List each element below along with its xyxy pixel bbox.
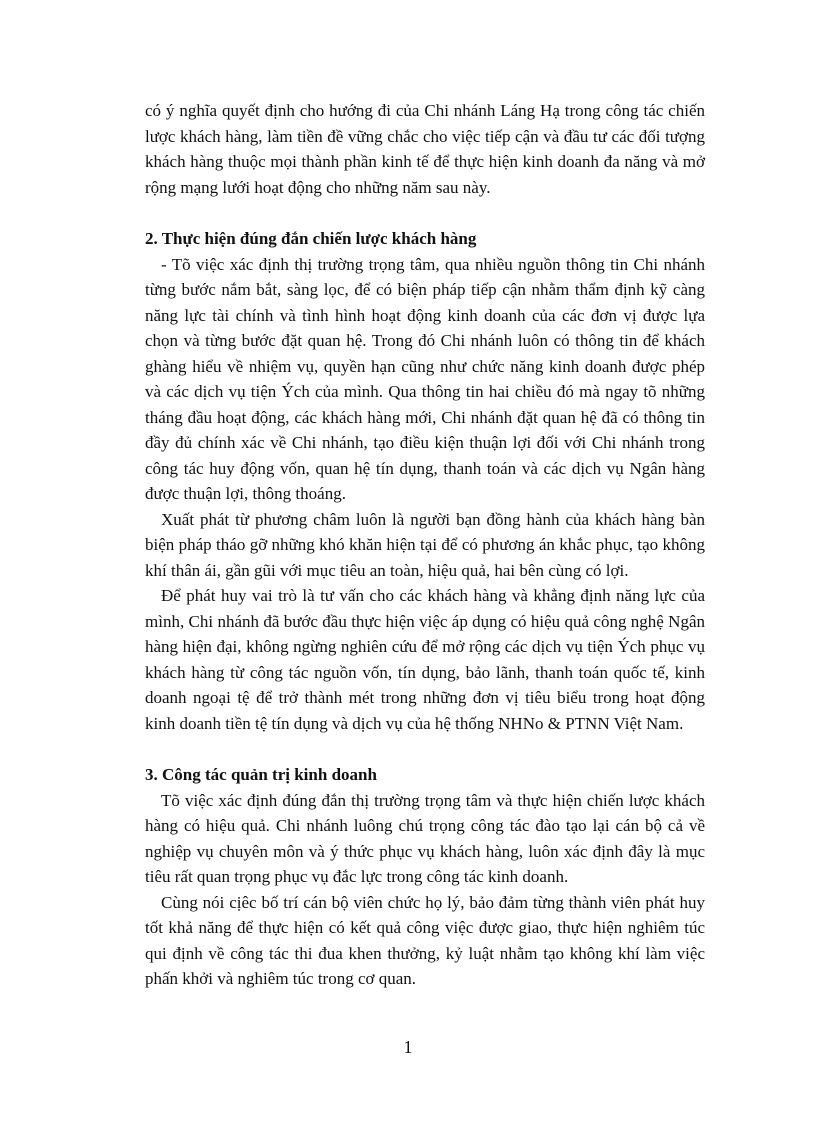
section-3-paragraph-2: Cùng nói cịêc bố trí cán bộ viên chức họ lý, bảo đảm từng thành viên phát huy tốt khả năng để thực hiện có kết quả công việc được giao, thực hiện nghiêm túc qui định về công tác thi đua khen thưởng, kỷ luật nhằm tạo không khí làm việc phấn khởi và nghiêm túc trong cơ quan. <box>145 892 705 988</box>
intro-paragraph: có ý nghĩa quyết định cho hướng đi của Chi nhánh Láng Hạ trong công tác chiến lược khách hàng, làm tiền đề vững chắc cho việc tiếp cận và đầu tư các đối tượng khách hàng thuộc mọi thành phần kinh tế để thực hiện kinh doanh đa năng và mở rộng mạng lưới hoạt động cho những năm sau này. <box>145 101 705 197</box>
section-2-heading: 2. Thực hiện đúng đắn chiến lược khách hàng <box>145 229 477 248</box>
section-3-paragraph-1: Tõ việc xác định đúng đắn thị trường trọng tâm và thực hiện chiến lược khách hàng có hiệu quả. Chi nhánh luông chú trọng công tác đào tạo lại cán bộ cả về nghiệp vụ chuyên môn và ý thức phục vụ khách hàng, luôn xác định đây là mục tiêu rất quan trọng phục vụ đắc lực trong công tác kinh doanh. <box>145 790 705 886</box>
section-2-paragraph-3: Để phát huy vai trò là tư vấn cho các khách hàng và khẳng định năng lực của mình, Chi nhánh đã bước đầu thực hiện việc áp dụng có hiệu quả công nghệ Ngân hàng hiện đại, không ngừng nghiên cứu để mở rộng các dịch vụ tiện Ých phục vụ khách hàng từ công tác nguồn vốn, tín dụng, bảo lãnh, thanh toán quốc tế, kinh doanh ngoại tệ để trở thành mét trong những đơn vị tiêu biểu trong hoạt động kinh doanh tiền tệ tín dụng và dịch vụ của hệ thống NHNo & PTNN Việt Nam. <box>145 586 705 733</box>
document-page <box>145 98 705 992</box>
section-2-paragraph-2: Xuất phát từ phương châm luôn là người bạn đồng hành của khách hàng bàn biện pháp tháo gỡ những khó khăn hiện tại để có phương án khắc phục, tạo không khí thân ái, gần gũi với mục tiêu an toàn, hiệu quả, hai bên cùng có lợi. <box>145 509 705 580</box>
section-2-paragraph-1: - Tõ việc xác định thị trường trọng tâm, qua nhiều nguồn thông tin Chi nhánh từng bước nắm bắt, sàng lọc, để có biện pháp tiếp cận nhằm thẩm định kỹ càng năng lực tài chính và tình hình hoạt động kinh doanh của các đơn vị được lựa chọn và từng bước đặt quan hệ. Trong đó Chi nhánh luôn có thông tin để khách ghàng hiểu về nhiệm vụ, quyền hạn cũng như chức năng kinh doanh được phép và các dịch vụ tiện Ých của mình. Qua thông tin hai chiều đó mà ngay tõ những tháng đầu hoạt động, các khách hàng mới, Chi nhánh đặt quan hệ đã có thông tin đầy đủ chính xác về Chi nhánh, tạo điều kiện thuận lợi đối với Chi nhánh trong công tác huy động vốn, quan hệ tín dụng, thanh toán và các dịch vụ Ngân hàng được thuận lợi, thông thoáng. <box>145 254 705 503</box>
section-3-heading: 3. Công tác quản trị kinh doanh <box>145 765 377 784</box>
page-number: 1 <box>403 1037 413 1057</box>
